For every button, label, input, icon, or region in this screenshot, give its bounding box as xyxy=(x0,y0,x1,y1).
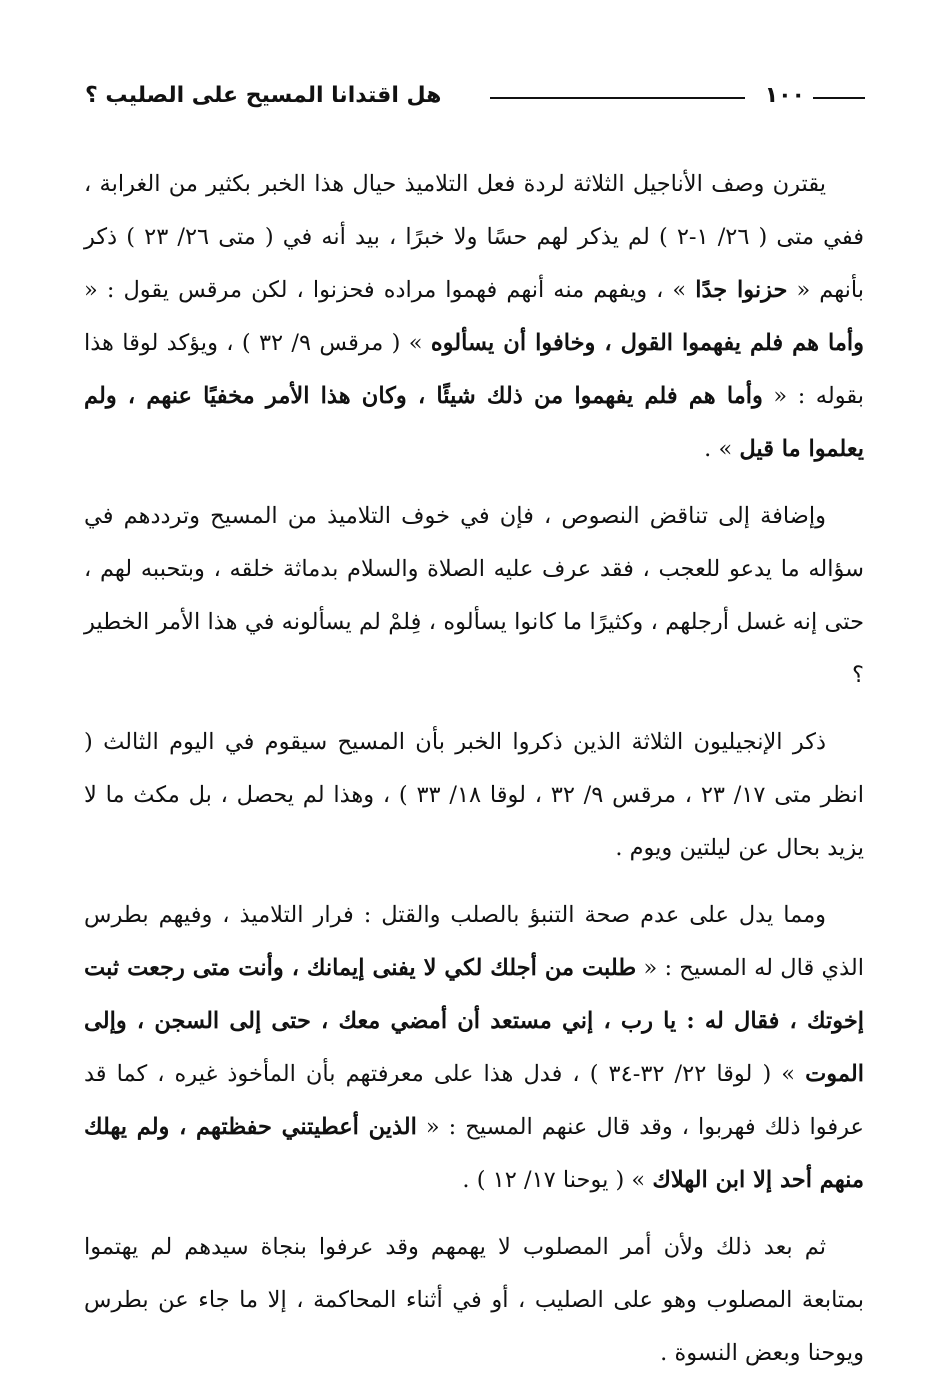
bold-quote: طلبت من أجلك لكي لا يفنى إيمانك ، وأنت متى رجعت ثبت إخوتك ، فقال له : يا رب ، إني مستعد أن أمضي معك ، حتى إلى السجن ، وإلى الموت xyxy=(84,955,864,1087)
bold-quote: حزنوا جدًا xyxy=(695,277,788,303)
bold-quote: وأما هم فلم يفهموا القول ، وخافوا أن يسألوه xyxy=(430,330,865,356)
page-number: ١٠٠ xyxy=(764,83,805,108)
paragraph-2 xyxy=(84,490,864,702)
running-header xyxy=(85,72,865,122)
header-dash xyxy=(813,97,865,99)
paragraph-3 xyxy=(84,716,864,875)
plain-text: » ، ويفهم منه أنهم فهموا مراده فحزنوا ، لكن مرقس يقول : « xyxy=(84,277,696,303)
plain-text: يقترن وصف الأناجيل الثلاثة لردة فعل التلاميذ حيال هذا الخبر بكثير من الغرابة ، ففي متى ( ٢٦/ ١-٢ ) لم يذكر لهم حسًا ولا خبرًا ، بيد أنه في ( متى ٢٦/ ٢٣ ) ذكر بأنهم « xyxy=(84,171,865,303)
plain-text: » . xyxy=(704,436,740,462)
plain-text: » ( يوحنا ١٧/ ١٢ ) . xyxy=(462,1167,653,1193)
paragraph-5 xyxy=(84,1221,864,1380)
bold-quote: وأما هم فلم يفهموا من ذلك شيئًا ، وكان هذا الأمر مخفيًا عنهم ، ولم يعلموا ما قيل xyxy=(84,383,864,462)
plain-text: » ( مرقس ٩/ ٣٢ ) ، ويؤكد لوقا هذا بقوله : « xyxy=(84,330,864,409)
body-text xyxy=(84,158,864,1394)
plain-text: » ( لوقا ٢٢/ ٣٢-٣٤ ) ، فدل هذا على معرفتهم بأن المأخوذ غيره ، كما قد عرفوا ذلك فهربوا ، وقد قال عنهم المسيح : « xyxy=(84,1061,864,1140)
plain-text: وإضافة إلى تناقض النصوص ، فإن في خوف التلاميذ من المسيح وترددهم في سؤاله ما يدعو للعجب ، فقد عرف عليه الصلاة والسلام بدماثة خلقه ، وبتحببه لهم ، حتى إنه غسل أرجلهم ، وكثيرًا ما كانوا يسألوه ، فِلمْ لم يسألونه في هذا الأمر الخطير ؟ xyxy=(84,503,864,688)
bold-quote: الذين أعطيتني حفظتهم ، ولم يهلك منهم أحد إلا ابن الهلاك xyxy=(84,1114,864,1193)
paragraph-1 xyxy=(84,158,864,476)
running-title: هل اقتدانا المسيح على الصليب ؟ xyxy=(85,83,442,108)
plain-text: ومما يدل على عدم صحة التنبؤ بالصلب والقتل : فرار التلاميذ ، وفيهم بطرس الذي قال له المسيح : « xyxy=(84,902,864,981)
plain-text: ذكر الإنجيليون الثلاثة الذين ذكروا الخبر بأن المسيح سيقوم في اليوم الثالث ( انظر متى ١٧/ ٢٣ ، مرقس ٩/ ٣٢ ، لوقا ١٨/ ٣٣ ) ، وهذا لم يحصل ، بل مكث ما لا يزيد بحال عن ليلتين ويوم . xyxy=(84,729,864,861)
header-rule xyxy=(490,97,745,99)
plain-text: ثم بعد ذلك ولأن أمر المصلوب لا يهمهم وقد عرفوا بنجاة سيدهم لم يهتموا بمتابعة المصلوب وهو على الصليب ، أو في أثناء المحاكمة ، إلا ما جاء عن بطرس ويوحنا وبعض النسوة . xyxy=(84,1234,864,1366)
paragraph-4 xyxy=(84,889,864,1207)
